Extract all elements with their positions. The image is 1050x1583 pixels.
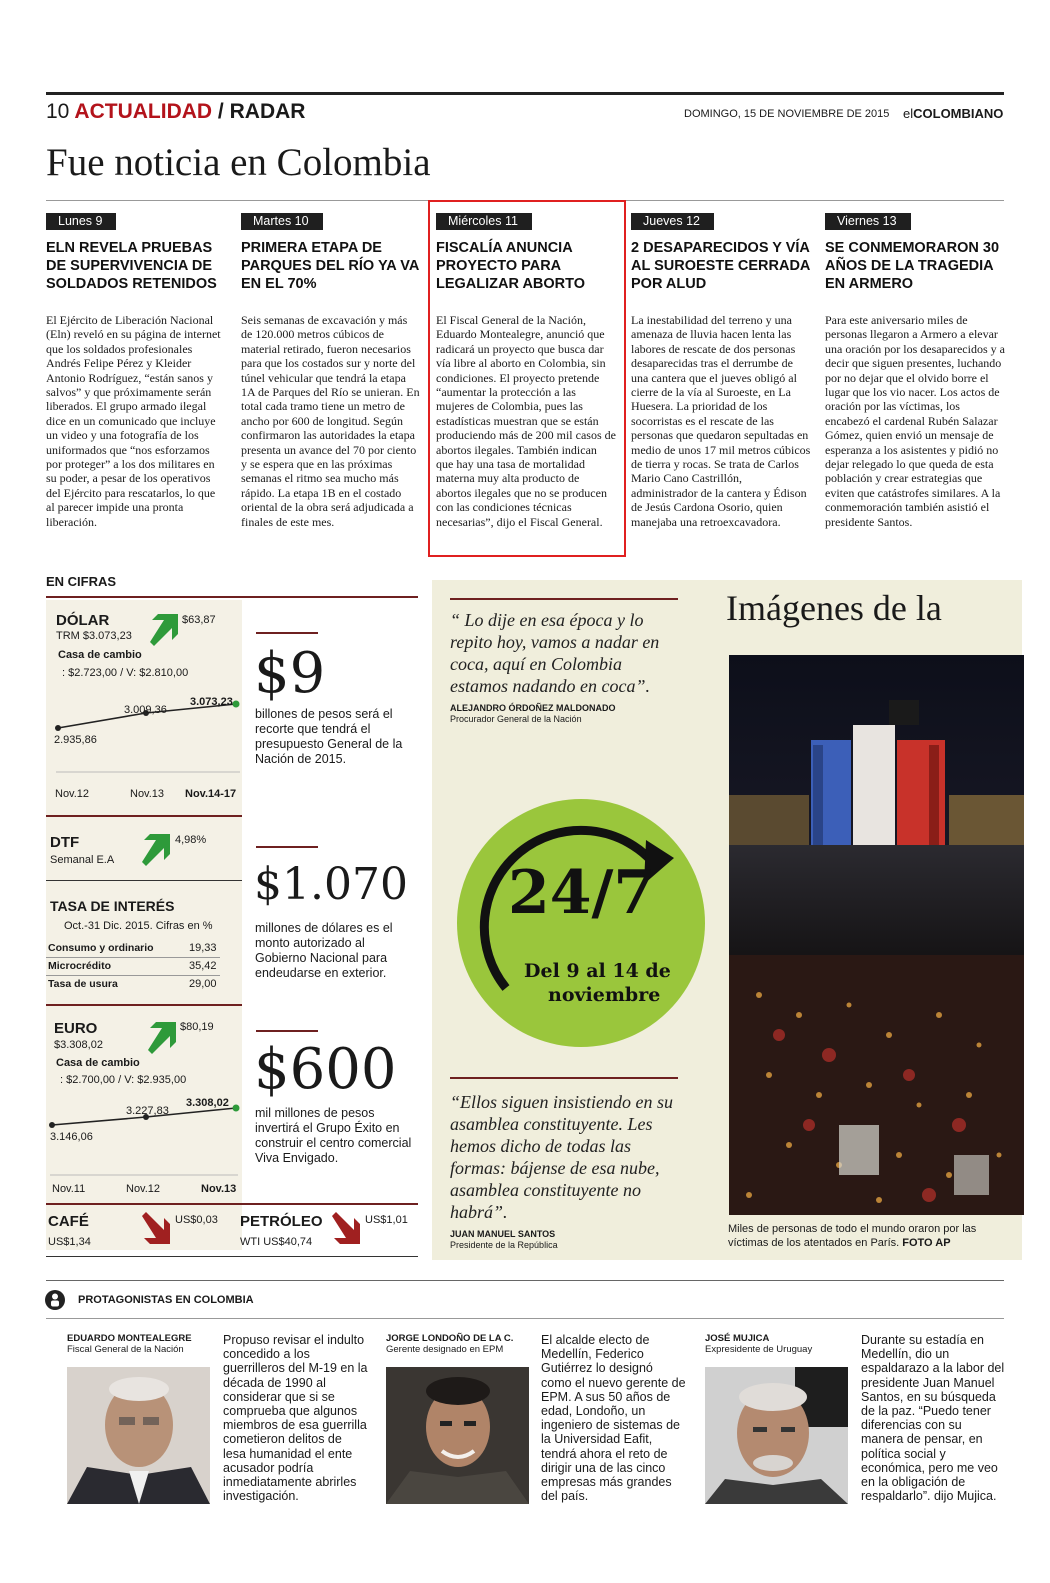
figure-rule <box>256 846 318 848</box>
section-separator: / <box>217 100 224 123</box>
page-headline: Fue noticia en Colombia <box>46 141 431 184</box>
dolar-point <box>233 701 240 708</box>
dolar-casa-label: Casa de cambio <box>58 649 142 661</box>
figure-rule <box>256 632 318 634</box>
tasa-row-value: 29,00 <box>189 978 217 990</box>
day-tag: Jueves 12 <box>631 213 714 230</box>
figure-big-number: $1.070 <box>254 859 408 910</box>
protagonist-card <box>67 1333 217 1355</box>
protagonistas-rule <box>46 1280 1004 1281</box>
euro-point <box>49 1122 55 1128</box>
divider <box>46 880 242 881</box>
dolar-point-label: 3.009,36 <box>124 704 167 716</box>
figure-big-number: $9 <box>254 641 326 706</box>
badge-line1: Del 9 al 14 de <box>524 960 671 982</box>
dolar-point <box>55 725 61 731</box>
divider <box>46 1203 418 1205</box>
dolar-x-label: Nov.14-17 <box>185 788 237 800</box>
figure-text: mil millones de pesos invertirá el Grupo Éxito en construir el centro comercial Viva Envigado. <box>255 1106 412 1165</box>
story-title[interactable]: SE CONMEMORARON 30 AÑOS DE LA TRAGEDIA EN ARMERO <box>825 240 1000 292</box>
tasa-sub: Oct.-31 Dic. 2015. Cifras en % <box>64 920 213 932</box>
badge-number: 24/7 <box>508 858 656 928</box>
euro-x-label: Nov.13 <box>201 1183 237 1195</box>
subsection-name[interactable]: RADAR <box>229 100 306 123</box>
figure-text: millones de dólares es el monto autorizado al Gobierno Nacional para endeudarse en exterior. <box>255 921 393 980</box>
protagonist-name: EDUARDO MONTEALEGRE <box>67 1333 192 1344</box>
story-title[interactable]: FISCALÍA ANUNCIA PROYECTO PARA LEGALIZAR ABORTO <box>436 240 586 292</box>
divider <box>46 1004 242 1006</box>
dolar-change: $63,87 <box>182 614 216 626</box>
protagonistas-title: PROTAGONISTAS EN COLOMBIA <box>78 1294 254 1306</box>
day-column-friday <box>825 212 1005 529</box>
euro-point-label: 3.146,06 <box>50 1131 93 1143</box>
arrow-up-icon <box>146 612 180 646</box>
tasa-row-name: Microcrédito <box>48 960 112 972</box>
petroleo-label: PETRÓLEO <box>240 1213 323 1230</box>
figure-big-number: $600 <box>254 1037 397 1102</box>
dolar-label: DÓLAR <box>56 612 110 629</box>
protagonist-name: JOSÉ MUJICA <box>705 1333 770 1344</box>
euro-casa-values: : $2.700,00 / V: $2.935,00 <box>60 1074 187 1086</box>
divider <box>46 975 220 976</box>
euro-point-label: 3.227,83 <box>126 1105 169 1117</box>
quote-text: “Ellos siguen insistiendo en su asamblea constituyente. Les hemos dicho de todas las formas: bájense de esa nube, asamblea constituyente no habrá”. <box>450 1092 674 1222</box>
quote-role: Presidente de la República <box>450 1240 558 1250</box>
montealegre-photo[interactable] <box>67 1367 210 1504</box>
quote-rule <box>450 598 678 600</box>
figure-rule <box>256 1030 318 1032</box>
protagonist-role: Fiscal General de la Nación <box>67 1344 184 1355</box>
protagonist-text: Propuso revisar el indulto concedido a los guerrilleros del M-19 en la década de 1990 al considerar que si se comprueba que algunos miembros de esa guerrilla cometieron delitos de lesa humanidad el ente acusador podría inmediatamente abrirles investigación. <box>223 1333 368 1504</box>
dtf-label: DTF <box>50 834 80 851</box>
protagonist-text: El alcalde electo de Medellín, Federico Gutiérrez lo designó como el nuevo gerente de EPM. A sus 50 años de edad, Londoño, un ingeniero de sistemas de la Universidad Eafit, tendrá ahora el reto de dirigir una de las cinco empresas más grandes del país. <box>541 1333 686 1504</box>
dolar-trm: TRM $3.073,23 <box>56 630 132 642</box>
day-column-monday <box>46 212 226 529</box>
paris-vigil-photo[interactable] <box>729 655 1024 1215</box>
quote-author: JUAN MANUEL SANTOS <box>450 1229 556 1239</box>
badge-line2: noviembre <box>548 984 661 1006</box>
logo-prefix: el <box>903 106 914 121</box>
euro-point <box>233 1105 240 1112</box>
dolar-casa-values: : $2.723,00 / V: $2.810,00 <box>62 667 189 679</box>
cafe-label: CAFÉ <box>48 1213 89 1230</box>
story-body: La inestabilidad del terreno y una amenaza de lluvia hacen lenta las labores de rescate de dos personas desaparecidas tras el derrumbe de una cantera que el jueves obligó al cierre de la vía al Suroeste, en La Huesera. La prioridad de los socorristas es el rescate de las personas que quedaron sepultadas en medio de unos 17 mil metros cúbicos de tierra y rocas. Se trata de Carlos Mario Cano Castrillón, administrador de la cantera y Édison de Jesús Cardona Osorio, quien manejaba una retroexcavadora. <box>631 313 811 529</box>
person-icon <box>44 1289 66 1311</box>
photo-illustration <box>729 655 1024 1215</box>
story-body: Para este aniversario miles de personas llegaron a Armero a elevar una oración por los desaparecidos y a decir que siguen presentes, luchando por no dejar que el olvido borre el lugar que los vio nacer. Los actos de oración por las víctimas, los encabezó el cardenal Rubén Salazar Gómez, quien envió un mensaje de esperanza a los asistentes y pidió no dejar relegado lo que queda de esta población y crear estrategias que eviten que catástrofes similares. A la conmemoración también asistió el presidente Santos. <box>825 313 1005 529</box>
dtf-sub: Semanal E.A <box>50 854 115 866</box>
tasa-row-value: 35,42 <box>189 960 217 972</box>
tasa-row-value: 19,33 <box>189 942 217 954</box>
section-name[interactable]: ACTUALIDAD <box>74 100 213 123</box>
londono-photo[interactable] <box>386 1367 529 1504</box>
protagonist-role: Expresidente de Uruguay <box>705 1344 813 1355</box>
euro-label: EURO <box>54 1020 98 1037</box>
day-tag: Viernes 13 <box>825 213 911 230</box>
story-body: El Ejército de Liberación Nacional (Eln) reveló en su página de internet que los soldados profesionales Andrés Felipe Pérez y Kleider Antonio Rodríguez, “están sanos y salvos” y que próximamente serán liberados. El grupo armado ilegal dice en un comunicado que incluye un video y una fotografía de los uniformados que “nos esforzamos por proteger” a los dos militares en su poder, a pesar de los operativos del Ejército para rescatarlos, lo que al parecer impide una pronta liberación. <box>46 313 221 529</box>
euro-x-label: Nov.12 <box>126 1183 161 1195</box>
story-title[interactable]: PRIMERA ETAPA DE PARQUES DEL RÍO YA VA EN EL 70% <box>241 240 419 292</box>
cafe-value: US$1,34 <box>48 1236 91 1248</box>
euro-point-label: 3.308,02 <box>186 1097 229 1109</box>
divider <box>46 815 242 817</box>
caption-text: Miles de personas de todo el mundo oraron por las víctimas de los atentados en París. <box>728 1223 977 1249</box>
euro-change: $80,19 <box>180 1021 214 1033</box>
portrait-illustration <box>705 1367 848 1504</box>
day-tag: Miércoles 11 <box>436 213 532 230</box>
tasa-row-name: Consumo y ordinario <box>48 942 154 954</box>
day-column-thursday <box>631 212 811 529</box>
quote-text: “ Lo dije en esa época y lo repito hoy, vamos a nadar en coca, aquí en Colombia estamos nadando en coca”. <box>450 610 660 696</box>
dtf-value: 4,98% <box>175 834 207 846</box>
arrow-down-icon <box>138 1212 172 1246</box>
tasa-label: TASA DE INTERÉS <box>50 898 175 914</box>
dolar-x-label: Nov.12 <box>55 788 90 800</box>
portrait-illustration <box>386 1367 529 1504</box>
story-body: El Fiscal General de la Nación, Eduardo Montealegre, anunció que radicará un proyecto que busca dar vía libre al aborto en Colombia, sin condiciones. El proyecto pretende “aumentar la protección a las mujeres de Colombia, pues las estadísticas muestran que se están produciendo más de 200 mil casos de abortos ilegales. También indican que hay una tasa de mortalidad materna muy alta producto de abortos ilegales que no se producen con las condiciones técnicas necesarias”, dijo el Fiscal General. <box>436 313 616 529</box>
dolar-point-label: 3.073,23 <box>190 696 233 708</box>
photo-caption <box>728 1222 1008 1250</box>
cifras-rule <box>46 596 418 598</box>
protagonist-card <box>386 1333 536 1355</box>
euro-casa-label: Casa de cambio <box>56 1057 140 1069</box>
day-tag: Lunes 9 <box>46 213 116 230</box>
highlight-box <box>428 200 626 557</box>
quote-author: ALEJANDRO ÓRDOÑEZ MALDONADO <box>450 703 616 713</box>
quote-rule <box>450 1077 678 1079</box>
dateline: DOMINGO, 15 DE NOVIEMBRE DE 2015 <box>684 108 890 120</box>
page-number: 10 <box>46 100 70 123</box>
protagonistas-subrule <box>46 1318 1004 1319</box>
protagonist-role: Gerente designado en EPM <box>386 1344 504 1355</box>
tasa-row-name: Tasa de usura <box>48 978 118 990</box>
portrait-illustration <box>67 1367 210 1504</box>
divider <box>46 1256 418 1257</box>
petroleo-value: WTI US$40,74 <box>240 1236 313 1248</box>
story-title[interactable]: 2 DESAPARECIDOS Y VÍA AL SUROESTE CERRADA POR ALUD <box>631 240 810 292</box>
day-column-tuesday <box>241 212 421 529</box>
cifras-title: EN CIFRAS <box>46 574 117 589</box>
euro-value: $3.308,02 <box>54 1039 103 1051</box>
protagonist-name: JORGE LONDOÑO DE LA C. <box>386 1333 514 1344</box>
images-title: Imágenes de la <box>726 588 942 628</box>
photo-credit: FOTO AP <box>902 1237 951 1249</box>
arrow-up-icon <box>144 1020 178 1054</box>
dolar-point-label: 2.935,86 <box>54 734 97 746</box>
protagonist-card <box>705 1333 855 1355</box>
protagonist-text: Durante su estadía en Medellín, dio un espaldarazo a la labor del presidente Juan Manuel Santos, en su búsqueda de la paz. “Puedo tener diferencias con su manera de pensar, en política social y económica, pero me veo en la obligación de respaldarlo”. dijo Mujica. <box>861 1333 1005 1504</box>
euro-x-label: Nov.11 <box>52 1183 86 1195</box>
logo-name: COLOMBIANO <box>913 106 1004 121</box>
arrow-down-icon <box>328 1212 362 1246</box>
arrow-up-icon <box>138 832 172 866</box>
story-body: Seis semanas de excavación y más de 120.000 metros cúbicos de material retirado, fueron necesarios para que los costados sur y norte del túnel vehicular que tendrá la etapa 1A de Parques del Río se unieran. En total cada tramo tiene un metro de ancho por 600 de longitud. Según confirmaron las autoridades la etapa presenta un avance del 70 por ciento y se espera que en las próximas semanas el ritmo sea mucho más rápido. La etapa 1B en el costado oriental de la obra será adjudicada a finales de este mes. <box>241 313 420 529</box>
petroleo-change: US$1,01 <box>365 1214 408 1226</box>
mujica-photo[interactable] <box>705 1367 848 1504</box>
newspaper-logo[interactable] <box>903 106 1003 121</box>
section-header <box>46 100 305 124</box>
figure-text: billones de pesos será el recorte que tendrá el presupuesto General de la Nación de 2015. <box>255 707 403 766</box>
story-title[interactable]: ELN REVELA PRUEBAS DE SUPERVIVENCIA DE SOLDADOS RETENIDOS <box>46 240 217 292</box>
quote-role: Procurador General de la Nación <box>450 714 582 724</box>
divider <box>46 957 220 958</box>
dolar-x-label: Nov.13 <box>130 788 165 800</box>
cafe-change: US$0,03 <box>175 1214 218 1226</box>
top-rule <box>46 92 1004 95</box>
day-tag: Martes 10 <box>241 213 323 230</box>
